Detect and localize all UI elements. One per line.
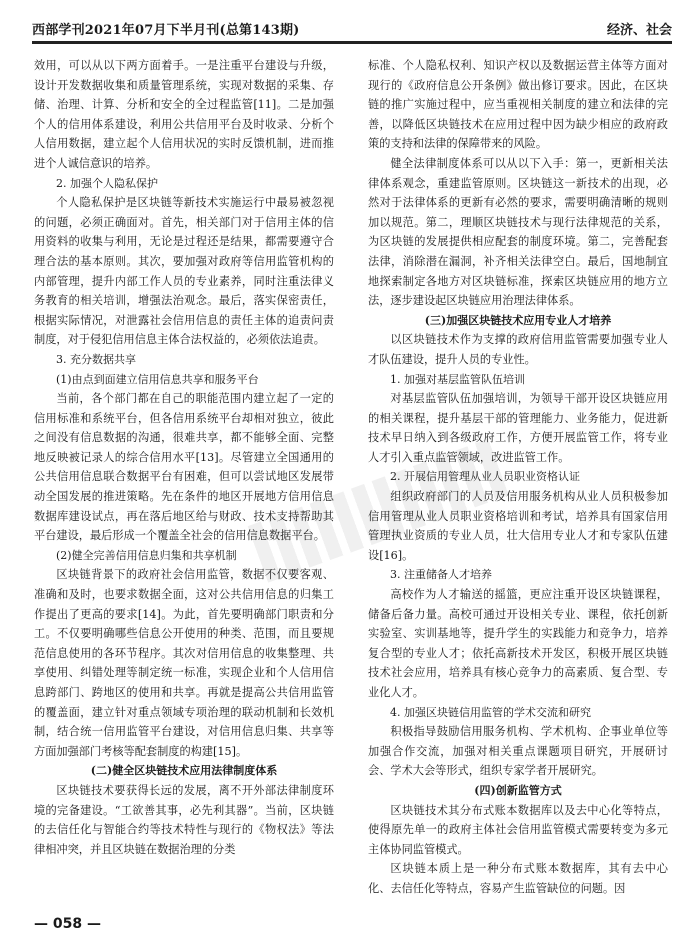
subsection-heading: 3. 充分数据共享 <box>56 352 136 366</box>
paragraph: 区块链技术其分布式账本数据库以及去中心化等特点，使得原先单一的政府主体社会信用监管模式需要转变为多元主体协同监管模式。 <box>368 803 668 856</box>
paragraph: 健全法律制度体系可以从以下入手：第一，更新相关法律体系观念，重建监管原则。区块链这一新技术的出现，必然对于法律体系的更新有必然的要求，需要明确清晰的规则加以规范。第二，理顺区块链技术与现行法律规范的关系，为区块链的发展提供相应配套的制度环境。第二，完善配套法律，消除潜在漏洞，补齐相关法律空白。最后，国地制宜地探索制定各地方对区块链标准，探索区块链应用的地方立法，逐步建设起区块链应用治理法律体系。 <box>368 156 668 308</box>
subsection-heading: 2. 加强个人隐私保护 <box>56 176 158 190</box>
subsection-heading: 4. 加强区块链信用监管的学术交流和研究 <box>390 705 591 719</box>
paragraph: 区块链本质上是一种分布式账本数据库，其有去中心化、去信任化等特点，容易产生监管缺位的问题。因 <box>368 862 668 895</box>
paragraph: 高校作为人才输送的摇篮，更应注重开设区块链课程，储备后备力量。高校可通过开设相关专业、课程，依托创新实验室、实训基地等，提升学生的实践能力和竞争力，培养复合型的专业人才；依托高新技术开发区，积极开展区块链技术社会应用，培养具有核心竞争力的高素质、复合型、专业化人才。 <box>368 588 668 699</box>
paragraph: 区块链背景下的政府社会信用监管，数据不仅要客观、准确和及时，也要求数据全面，这对公共信用信息的归集工作提出了更高的要求[14]。为此，首先要明确部门职责和分工。不仅要明确哪些信息公开使用的种类、范围，而且要规范信息使用的各环节程序。其次对信用信息的收集整理、共享使用、纠错处理等制定统一标准，实现企业和个人信用信息跨部门、跨地区的使用和共享。再就是提高公共信用监管的覆盖面，建立针对重点领域专项治理的联动机制和长效机制，结合统一信用监管平台建设，对信用信息归集、共享等方面加强部门考核等配套制度的构建[15]。 <box>34 568 334 758</box>
section-heading: (四)创新监管方式 <box>474 783 562 797</box>
subsection-heading: 2. 开展信用管理从业人员职业资格认证 <box>390 470 580 484</box>
paragraph: 效用，可以从以下两方面着手。一是注重平台建设与升级，设计开发数据收集和质量管理系统，实现对数据的采集、存储、治理、计算、分析和安全的全过程监管[11]。二是加强个人的信用体系建设，利用公共信用平台及时收录、分析个人信用数据，建立起个人信用状况的实时反馈机制，进而推进个人诚信意识的培养。 <box>34 59 334 170</box>
paragraph: 当前，各个部门都在自己的职能范围内建立起了一定的信用标准和系统平台，但各信用系统平台却相对独立，彼此之间没有信息数据的沟通，很难共享，都不能够全面、完整地反映被记录人的综合信用水平[13]。尽管建立全国通用的公共信用信息联合数据平台有困难，但可以尝试地区发展带动全国发展的推进策略。先在条件的地区开展地方信用信息数据库建设试点，再在落后地区给与财政、技术支持帮助其平台建设，最后形成一个覆盖全社会的信用信息数据平台。 <box>34 392 334 543</box>
section-heading: (二)健全区块链技术应用法律制度体系 <box>90 764 278 778</box>
right-column <box>368 56 668 899</box>
section-heading: (三)加强区块链技术应用专业人才培养 <box>424 313 612 327</box>
subsection-heading: (1)由点到面建立信用信息共享和服务平台 <box>56 372 259 386</box>
page-number: — 058 — <box>34 916 101 932</box>
paragraph: 积极指导鼓励信用服务机构、学术机构、企事业单位等加强合作交流，加强对相关重点课题项目研究，开展研讨会、学术大会等形式，组织专家学者开展研究。 <box>368 725 668 778</box>
section-title: 经济、社会 <box>606 23 672 38</box>
journal-title: 西部学刊2021年07月下半月刊(总第143期) <box>32 23 300 38</box>
paragraph: 以区块链技术作为支撑的政府信用监管需要加强专业人才队伍建设，提升人员的专业性。 <box>368 333 668 366</box>
paragraph: 个人隐私保护是区块链等新技术实施运行中最易被忽视的问题，必须正确面对。首先，相关部门对于信用主体的信用资料的收集与利用，无论是过程还是结果，都需要遵守合理合法的基本原则。其次，要加强对政府等信用监管机构的内部管理，提升内部工作人员的专业素养，同时注重法律义务教育的相关培训，增强法治观念。最后，落实保密责任，根据实际情况，对泄露社会信用信息的责任主体的追责问责制度，对于侵犯信用信息主体合法权益的，必须依法追责。 <box>34 196 334 347</box>
paragraph: 区块链技术要获得长远的发展，离不开外部法律制度环境的完备建设。“工欲善其事，必先利其器”。当前，区块链的去信任化与智能合约等技术特性与现行的《物权法》等法律相冲突，并且区块链在数据治理的分类 <box>34 783 334 856</box>
paragraph: 对基层监管队伍加强培训，为领导干部开设区块链应用的相关课程，提升基层干部的管理能力、业务能力，促进新技术早日纳入到各级政府工作，方便开展监管工作，将专业人才引入重点监管领域，改进监管工作。 <box>368 392 668 464</box>
header-rule <box>32 43 672 44</box>
paragraph: 标准、个人隐私权利、知识产权以及数据运营主体等方面对现行的《政府信息公开条例》做出修订要求。因此，在区块链的推广实施过程中，应当重视相关制度的建立和法律的完善，以降低区块链技术在应用过程中因为缺少相应的政府政策的支持和法律的保障带来的风险。 <box>368 59 668 151</box>
subsection-heading: (2)健全完善信用信息归集和共享机制 <box>56 548 237 562</box>
subsection-heading: 1. 加强对基层监管队伍培训 <box>390 372 525 386</box>
subsection-heading: 3. 注重储备人才培养 <box>390 568 492 582</box>
paragraph: 组织政府部门的人员及信用服务机构从业人员积极参加信用管理从业人员职业资格培训和考试，培养具有国家信用管理执业资质的专业人员，壮大信用专业人才和专家队伍建设[16]。 <box>368 490 668 562</box>
running-header <box>32 12 672 43</box>
left-column <box>34 56 334 859</box>
